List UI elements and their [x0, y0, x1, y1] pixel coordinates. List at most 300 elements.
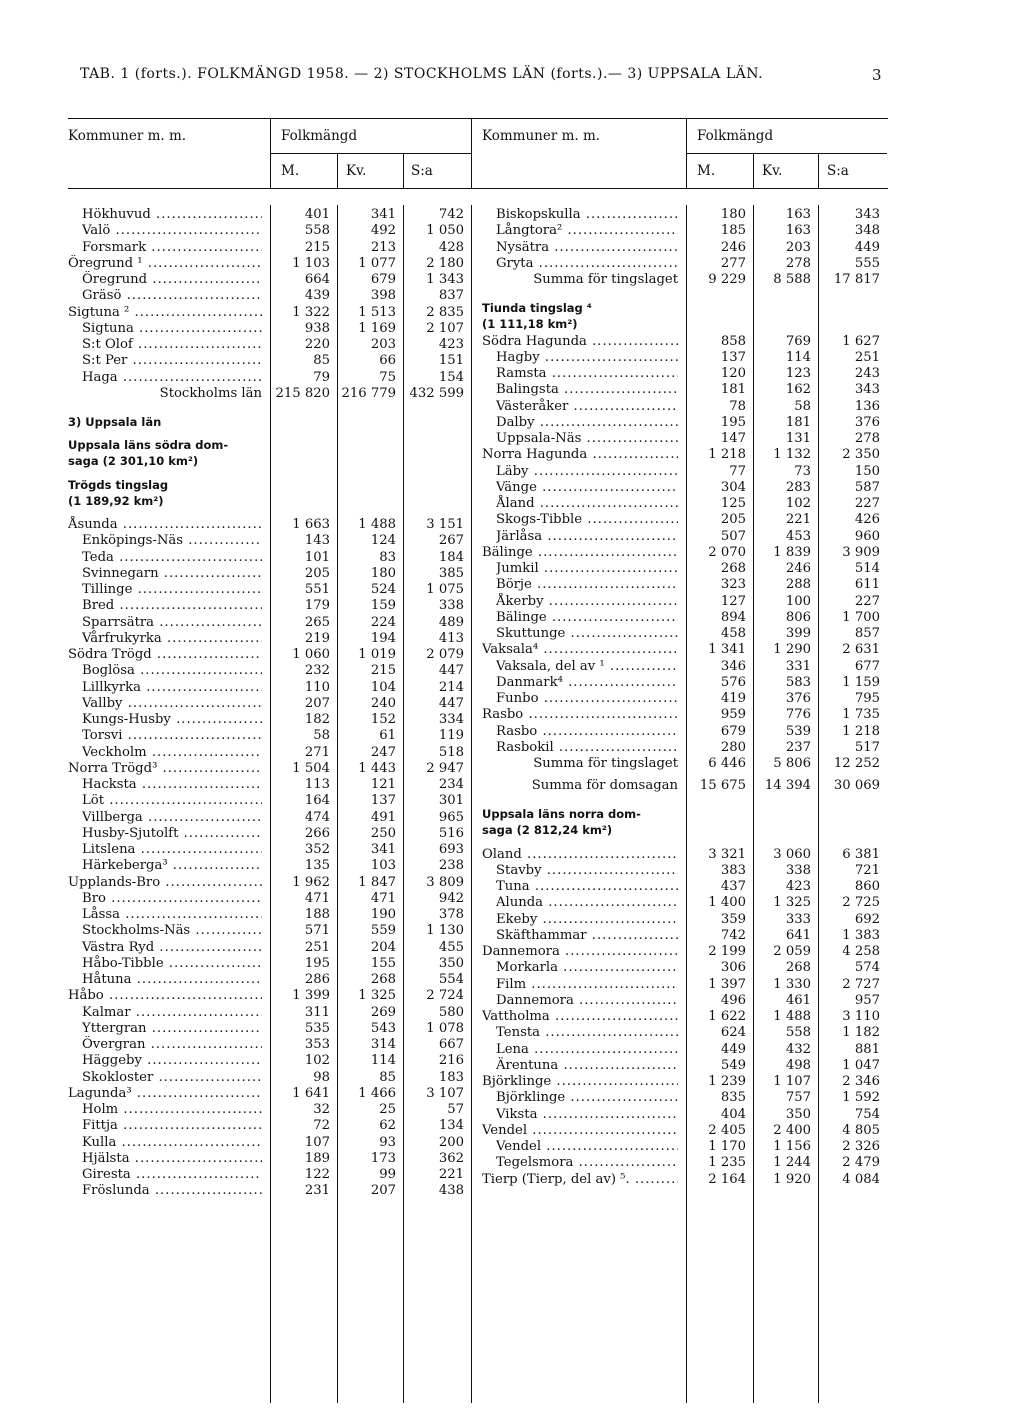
row-name: Lagunda³ .....	[68, 1085, 262, 1102]
table-row	[0, 222, 1024, 239]
row-name: Bred .....	[82, 597, 262, 614]
page-header: TAB. 1 (forts.). FOLKMÄNGD 1958. — 2) STOCKHOLMS LÄN (forts.).— 3) UPPSALA LÄN.	[80, 66, 764, 82]
cell-sa: 960	[854, 528, 880, 544]
cell-sa: 428	[438, 239, 464, 255]
cell-kv: 1 156	[773, 1139, 811, 1154]
row-name: Rasbokil .....	[496, 739, 678, 756]
cell-kv: 237	[785, 739, 811, 755]
cell-kv: 268	[785, 960, 811, 976]
cell-m: 1 341	[708, 642, 746, 658]
cell-kv: 338	[785, 862, 811, 878]
row-name: Läby .....	[496, 463, 678, 480]
row-name: Giresta .....	[82, 1166, 262, 1183]
row-name: Härkeberga³ .....	[82, 857, 262, 874]
header-bottom-rule	[68, 188, 888, 189]
cell-sa: 489	[438, 614, 464, 630]
cell-sa: 449	[854, 239, 880, 255]
cell-kv: 114	[370, 1053, 396, 1069]
row-name: Ärentuna .....	[496, 1057, 678, 1074]
cell-sa: 1 592	[842, 1090, 880, 1106]
row-name: Vendel .....	[482, 1122, 678, 1139]
cell-m: 551	[304, 582, 330, 597]
cell-sa: 334	[438, 712, 464, 727]
cell-sa: 216	[438, 1053, 464, 1069]
cell-kv: 121	[370, 777, 396, 792]
cell-m: 535	[304, 1020, 330, 1036]
cell-sa: 692	[854, 911, 880, 927]
cell-sa: 580	[438, 1004, 464, 1020]
row-name: Enköpings-Näs .....	[82, 532, 262, 549]
cell-kv: 203	[370, 337, 396, 352]
cell-m: 79	[313, 369, 330, 385]
cell-sa: 2 350	[842, 447, 880, 463]
cell-kv: 25	[379, 1102, 396, 1117]
row-name: Sigtuna .....	[82, 320, 262, 337]
table-row	[0, 1171, 1024, 1188]
cell-sa: 965	[438, 809, 464, 825]
cell-kv: 1 330	[773, 976, 811, 992]
row-name: Torsvi .....	[82, 727, 262, 744]
cell-sa: 2 079	[426, 647, 464, 662]
cell-sa: 1 218	[842, 723, 880, 739]
row-name: Tierp (Tierp, del av) ⁵. .....	[482, 1171, 678, 1188]
table-row	[0, 1154, 1024, 1171]
cell-m: 207	[304, 695, 330, 711]
row-name: saga (2 812,24 km²)	[482, 823, 613, 838]
row-name: Gräsö .....	[82, 287, 262, 304]
cell-kv: 2 059	[773, 944, 811, 959]
row-name: Skuttunge .....	[496, 625, 678, 642]
table-row	[0, 1089, 1024, 1106]
cell-kv: 246	[785, 561, 811, 576]
cell-sa: 795	[854, 691, 880, 706]
cell-m: 1 060	[292, 647, 330, 662]
cell-m: 286	[304, 972, 330, 987]
cell-m: 558	[304, 223, 330, 239]
table-row	[0, 959, 1024, 976]
row-name: Norra Hagunda .....	[482, 446, 678, 463]
cell-m: 85	[313, 353, 330, 369]
row-name: Skäfthammar .....	[496, 927, 678, 944]
subheader-rule-right	[687, 153, 887, 154]
cell-sa: 2 180	[426, 255, 464, 271]
row-name: Trögds tingslag	[68, 477, 169, 492]
cell-m: 180	[720, 207, 746, 222]
cell-sa: 721	[854, 862, 880, 878]
row-name: Alunda .....	[496, 894, 678, 911]
table-row	[0, 544, 1024, 561]
row-name: Svinnegarn .....	[82, 565, 262, 582]
vrule	[403, 153, 404, 188]
col-kommuner-right: Kommuner m. m.	[482, 128, 601, 144]
cell-kv: 461	[785, 992, 811, 1008]
cell-kv: 240	[370, 695, 396, 711]
row-name: Vendel .....	[496, 1138, 678, 1155]
cell-sa: 611	[854, 577, 880, 593]
cell-sa: 1 343	[426, 272, 464, 287]
cell-m: 135	[304, 858, 330, 874]
cell-sa: 1 078	[426, 1020, 464, 1036]
table-row	[0, 992, 1024, 1009]
cell-m: 2 405	[708, 1122, 746, 1138]
col-kv-right: Kv.	[762, 163, 783, 179]
row-name: S:t Per .....	[82, 352, 262, 369]
col-m-right: M.	[697, 163, 716, 179]
vrule	[270, 118, 271, 188]
cell-sa: 343	[854, 207, 880, 222]
cell-m: 195	[720, 414, 746, 430]
table-row	[0, 625, 1024, 642]
table-row	[0, 1106, 1024, 1123]
cell-sa: 574	[854, 960, 880, 976]
table-row	[0, 255, 1024, 272]
cell-m: 188	[304, 907, 330, 922]
cell-m: 1 641	[292, 1085, 330, 1101]
cell-m: 251	[304, 939, 330, 955]
cell-m: 437	[720, 879, 746, 894]
cell-m: 164	[304, 793, 330, 809]
row-name: Tensta .....	[496, 1024, 678, 1041]
cell-kv: 583	[785, 674, 811, 690]
table-row	[0, 333, 1024, 350]
cell-sa: 12 252	[833, 756, 880, 771]
table-row	[0, 1041, 1024, 1058]
col-folkmangd-left: Folkmängd	[281, 128, 358, 144]
cell-m: 359	[720, 911, 746, 927]
cell-sa: 2 724	[426, 988, 464, 1004]
cell-kv: 314	[370, 1037, 396, 1052]
cell-m: 107	[304, 1134, 330, 1150]
table-row	[0, 739, 1024, 756]
cell-kv: 341	[370, 207, 396, 222]
cell-sa: 1 075	[426, 582, 464, 597]
cell-sa: 4 084	[842, 1171, 880, 1187]
cell-kv: 123	[785, 366, 811, 381]
row-name: Boglösa .....	[82, 662, 262, 679]
row-name: Haga .....	[82, 369, 262, 386]
cell-kv: 215	[370, 663, 396, 679]
cell-sa: 6 381	[842, 846, 880, 862]
table-row	[0, 706, 1024, 723]
vrule	[753, 153, 754, 188]
cell-kv: 159	[370, 598, 396, 614]
row-name: Öregrund ¹ .....	[68, 255, 262, 272]
row-name: Uppsala läns södra dom-	[68, 438, 229, 452]
cell-kv: 163	[785, 207, 811, 222]
row-name: Fröslunda .....	[82, 1182, 262, 1199]
cell-kv: 1 488	[773, 1009, 811, 1024]
cell-m: 58	[313, 728, 330, 744]
cell-kv: 432	[785, 1041, 811, 1057]
cell-sa: 378	[438, 907, 464, 922]
cell-kv: 102	[785, 496, 811, 511]
cell-kv: 204	[370, 939, 396, 955]
cell-m: 231	[304, 1183, 330, 1199]
cell-sa: 754	[854, 1106, 880, 1122]
cell-kv: 61	[379, 728, 396, 744]
cell-sa: 362	[438, 1150, 464, 1166]
section-heading	[0, 806, 1024, 823]
cell-sa: 3 110	[842, 1009, 880, 1024]
cell-kv: 283	[785, 479, 811, 495]
table-row	[0, 862, 1024, 879]
cell-kv: 350	[785, 1106, 811, 1122]
vrule	[471, 118, 472, 188]
cell-m: 383	[720, 862, 746, 878]
row-name: 3) Uppsala län	[68, 414, 162, 429]
cell-sa: 860	[854, 879, 880, 894]
cell-sa: 30 069	[833, 778, 880, 793]
cell-m: 72	[313, 1118, 330, 1134]
cell-m: 1 400	[708, 895, 746, 911]
cell-sa: 2 947	[426, 760, 464, 776]
cell-sa: 447	[438, 663, 464, 679]
row-name: Ekeby .....	[496, 911, 678, 928]
cell-m: 742	[720, 927, 746, 943]
cell-m: 77	[729, 463, 746, 479]
table-row	[0, 576, 1024, 593]
table-row	[0, 1024, 1024, 1041]
cell-sa: 301	[438, 793, 464, 809]
cell-m: 2 070	[708, 544, 746, 560]
cell-sa: 243	[854, 366, 880, 381]
cell-kv: 66	[379, 353, 396, 369]
col-m-left: M.	[281, 163, 300, 179]
cell-m: 352	[304, 842, 330, 857]
cell-sa: 2 479	[842, 1155, 880, 1171]
cell-m: 185	[720, 223, 746, 239]
cell-kv: 247	[370, 744, 396, 760]
cell-kv: 224	[370, 614, 396, 630]
table-row	[0, 414, 1024, 431]
cell-kv: 539	[785, 723, 811, 739]
cell-kv: 423	[785, 879, 811, 894]
cell-m: 32	[313, 1102, 330, 1117]
cell-kv: 1 488	[358, 517, 396, 532]
cell-kv: 288	[785, 577, 811, 593]
cell-sa: 438	[438, 1183, 464, 1199]
cell-m: 125	[720, 496, 746, 511]
cell-m: 894	[720, 609, 746, 625]
cell-sa: 183	[438, 1069, 464, 1085]
cell-m: 1 622	[708, 1009, 746, 1024]
col-kommuner-left: Kommuner m. m.	[68, 128, 187, 144]
cell-kv: 114	[785, 349, 811, 365]
table-row	[0, 1073, 1024, 1090]
cell-m: 571	[304, 923, 330, 939]
page-number: 3	[872, 66, 882, 84]
cell-m: 449	[720, 1041, 746, 1057]
cell-sa: 514	[854, 561, 880, 576]
row-name: Rasbo .....	[482, 706, 678, 723]
row-name: Vattholma .....	[482, 1008, 678, 1025]
cell-kv: 559	[370, 923, 396, 939]
cell-m: 1 218	[708, 447, 746, 463]
table-row	[0, 976, 1024, 993]
cell-kv: 641	[785, 927, 811, 943]
row-name: S:t Olof .....	[82, 336, 262, 353]
cell-m: 78	[729, 398, 746, 414]
table-row	[0, 528, 1024, 545]
cell-sa: 837	[438, 288, 464, 304]
row-name: Hacksta .....	[82, 776, 262, 793]
table-row	[0, 495, 1024, 512]
cell-kv: 492	[370, 223, 396, 239]
vrule	[818, 153, 819, 188]
cell-m: 1 322	[292, 304, 330, 320]
table-row	[0, 398, 1024, 415]
cell-kv: 1 847	[358, 874, 396, 890]
cell-m: 1 170	[708, 1139, 746, 1154]
cell-m: 306	[720, 960, 746, 976]
cell-m: 664	[304, 272, 330, 287]
row-name: Kalmar .....	[82, 1004, 262, 1021]
cell-kv: 190	[370, 907, 396, 922]
row-name: Balingsta .....	[496, 381, 678, 398]
cell-kv: 250	[370, 825, 396, 841]
row-name: Summa för domsagan	[531, 778, 678, 793]
row-name: Forsmark .....	[82, 239, 262, 256]
row-name: Jumkil .....	[496, 560, 678, 577]
row-name: Morkarla .....	[496, 959, 678, 976]
cell-sa: 134	[438, 1118, 464, 1134]
section-heading	[0, 822, 1024, 839]
cell-kv: 491	[370, 809, 396, 825]
cell-m: 404	[720, 1106, 746, 1122]
cell-m: 15 675	[699, 778, 746, 793]
cell-kv: 757	[785, 1090, 811, 1106]
cell-kv: 163	[785, 223, 811, 239]
section-heading	[0, 300, 1024, 317]
cell-m: 147	[720, 431, 746, 446]
cell-sa: 154	[438, 369, 464, 385]
table-row	[0, 658, 1024, 675]
cell-sa: 376	[854, 414, 880, 430]
row-name: Åsunda .....	[68, 516, 262, 533]
cell-kv: 453	[785, 528, 811, 544]
cell-m: 353	[304, 1037, 330, 1052]
row-name: Bro .....	[82, 890, 262, 907]
cell-sa: 234	[438, 777, 464, 792]
row-name: Nysätra .....	[496, 239, 678, 256]
row-name: Uppsala-Näs .....	[496, 430, 678, 447]
row-name: Vänge .....	[496, 479, 678, 496]
cell-m: 938	[304, 320, 330, 336]
table-row	[0, 894, 1024, 911]
cell-m: 6 446	[708, 756, 746, 771]
cell-m: 959	[720, 707, 746, 723]
cell-kv: 124	[370, 533, 396, 549]
table-row	[0, 723, 1024, 740]
row-name: Dannemora .....	[496, 992, 678, 1009]
cell-kv: 181	[785, 414, 811, 430]
row-name: saga (2 301,10 km²)	[68, 454, 199, 469]
row-name: Ramsta .....	[496, 365, 678, 382]
cell-sa: 136	[854, 398, 880, 414]
row-name: Tillinge .....	[82, 581, 262, 598]
cell-sa: 1 627	[842, 333, 880, 349]
cell-m: 471	[304, 890, 330, 906]
row-name: Stockholms län	[159, 385, 262, 401]
row-name: Löt .....	[82, 792, 262, 809]
cell-sa: 1 047	[842, 1057, 880, 1073]
cell-sa: 119	[438, 728, 464, 744]
cell-sa: 2 725	[842, 895, 880, 911]
cell-sa: 881	[854, 1041, 880, 1057]
cell-m: 182	[304, 712, 330, 727]
cell-m: 143	[304, 533, 330, 549]
cell-kv: 137	[370, 793, 396, 809]
cell-kv: 213	[370, 239, 396, 255]
cell-kv: 558	[785, 1025, 811, 1041]
cell-sa: 455	[438, 939, 464, 955]
cell-m: 98	[313, 1069, 330, 1085]
table-row	[0, 446, 1024, 463]
table-row	[0, 674, 1024, 691]
cell-m: 507	[720, 528, 746, 544]
cell-sa: 742	[438, 207, 464, 222]
cell-sa: 251	[854, 349, 880, 365]
cell-m: 215	[304, 239, 330, 255]
cell-sa: 587	[854, 479, 880, 495]
cell-m: 1 103	[292, 255, 330, 271]
cell-kv: 498	[785, 1057, 811, 1073]
row-name: Funbo .....	[496, 690, 678, 707]
row-name: Skokloster .....	[82, 1069, 262, 1086]
row-name: Sparrsätra .....	[82, 614, 262, 631]
cell-sa: 2 835	[426, 304, 464, 320]
table-row	[0, 463, 1024, 480]
row-name: Holm .....	[82, 1101, 262, 1118]
row-name: Rasbo .....	[496, 723, 678, 740]
cell-m: 1 663	[292, 517, 330, 532]
row-name: Vallby .....	[82, 695, 262, 712]
row-name: Teda .....	[82, 549, 262, 566]
row-name: Husby-Sjutolft .....	[82, 825, 262, 842]
cell-sa: 413	[438, 630, 464, 646]
row-name: Södra Hagunda .....	[482, 333, 678, 350]
cell-m: 181	[720, 382, 746, 398]
cell-kv: 180	[370, 565, 396, 581]
cell-kv: 776	[785, 707, 811, 723]
cell-m: 304	[720, 479, 746, 495]
cell-kv: 100	[785, 593, 811, 609]
cell-m: 9 229	[708, 272, 746, 287]
cell-sa: 350	[438, 955, 464, 971]
cell-m: 122	[304, 1167, 330, 1182]
table-row	[0, 1122, 1024, 1139]
row-name: Sigtuna ² .....	[68, 304, 262, 321]
cell-kv: 216 779	[341, 385, 396, 401]
cell-m: 1 239	[708, 1074, 746, 1089]
row-name: Tiunda tingslag ⁴	[482, 301, 592, 315]
cell-kv: 1 920	[773, 1171, 811, 1187]
cell-sa: 2 631	[842, 642, 880, 658]
cell-m: 277	[720, 255, 746, 271]
row-name: Upplands-Bro .....	[68, 874, 262, 891]
row-name: Tuna .....	[496, 878, 678, 895]
table-row	[0, 365, 1024, 382]
row-name: Stavby .....	[496, 862, 678, 879]
table-row	[0, 511, 1024, 528]
cell-sa: 2 727	[842, 976, 880, 992]
cell-sa: 423	[438, 337, 464, 352]
row-name: Kungs-Husby .....	[82, 711, 262, 728]
cell-m: 101	[304, 549, 330, 565]
table-row	[0, 206, 1024, 223]
row-name: Gryta .....	[496, 255, 678, 272]
cell-kv: 1 244	[773, 1155, 811, 1171]
